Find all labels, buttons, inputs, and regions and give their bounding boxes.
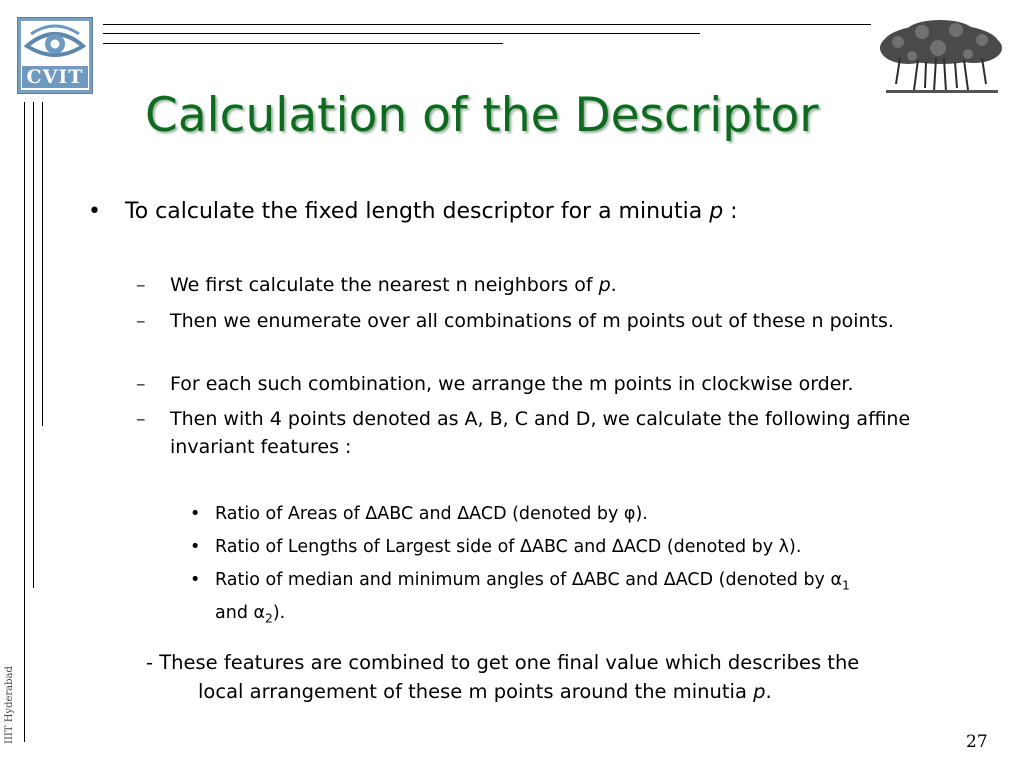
summary-note bbox=[146, 648, 966, 706]
feature-text: Ratio of Lengths of Largest side of ΔABC and ΔACD (denoted by λ). bbox=[215, 537, 802, 557]
page-title: Calculation of the Descriptor bbox=[145, 88, 819, 143]
header-line bbox=[103, 24, 871, 25]
tree-image bbox=[878, 18, 1004, 96]
logo-text: CVIT bbox=[22, 66, 88, 88]
left-border-line bbox=[42, 102, 43, 426]
institution-label: IIIT Hyderabad bbox=[4, 666, 15, 744]
note-line-1: - These features are combined to get one final value which describes the bbox=[146, 651, 860, 674]
step-text: For each such combination, we arrange the m points in clockwise order. bbox=[170, 373, 854, 395]
left-border-line bbox=[24, 102, 25, 742]
page-number: 27 bbox=[966, 732, 988, 752]
step-text: Then we enumerate over all combinations of m points out of these n points. bbox=[170, 310, 894, 332]
header-line bbox=[103, 43, 503, 44]
cvit-logo bbox=[17, 17, 93, 94]
feature-text: Ratio of Areas of ΔABC and ΔACD (denoted by φ). bbox=[215, 504, 648, 524]
step-text: Then with 4 points denoted as A, B, C and D, we calculate the following affine invariant features : bbox=[170, 408, 911, 458]
eye-icon bbox=[23, 24, 87, 64]
note-line-2: local arrangement of these m points around the minutia p. bbox=[198, 680, 772, 703]
step-text: We first calculate the nearest n neighbors of p. bbox=[170, 274, 617, 296]
left-border-line bbox=[33, 102, 34, 588]
header-line bbox=[103, 33, 700, 34]
feature-text: Ratio of median and minimum angles of ΔABC and ΔACD (denoted by $\alpha_1$ and $\alpha_2$). bbox=[215, 570, 850, 625]
main-bullet-text: To calculate the fixed length descriptor for a minutia p : bbox=[125, 199, 738, 224]
bullet-dot: • bbox=[88, 199, 101, 224]
